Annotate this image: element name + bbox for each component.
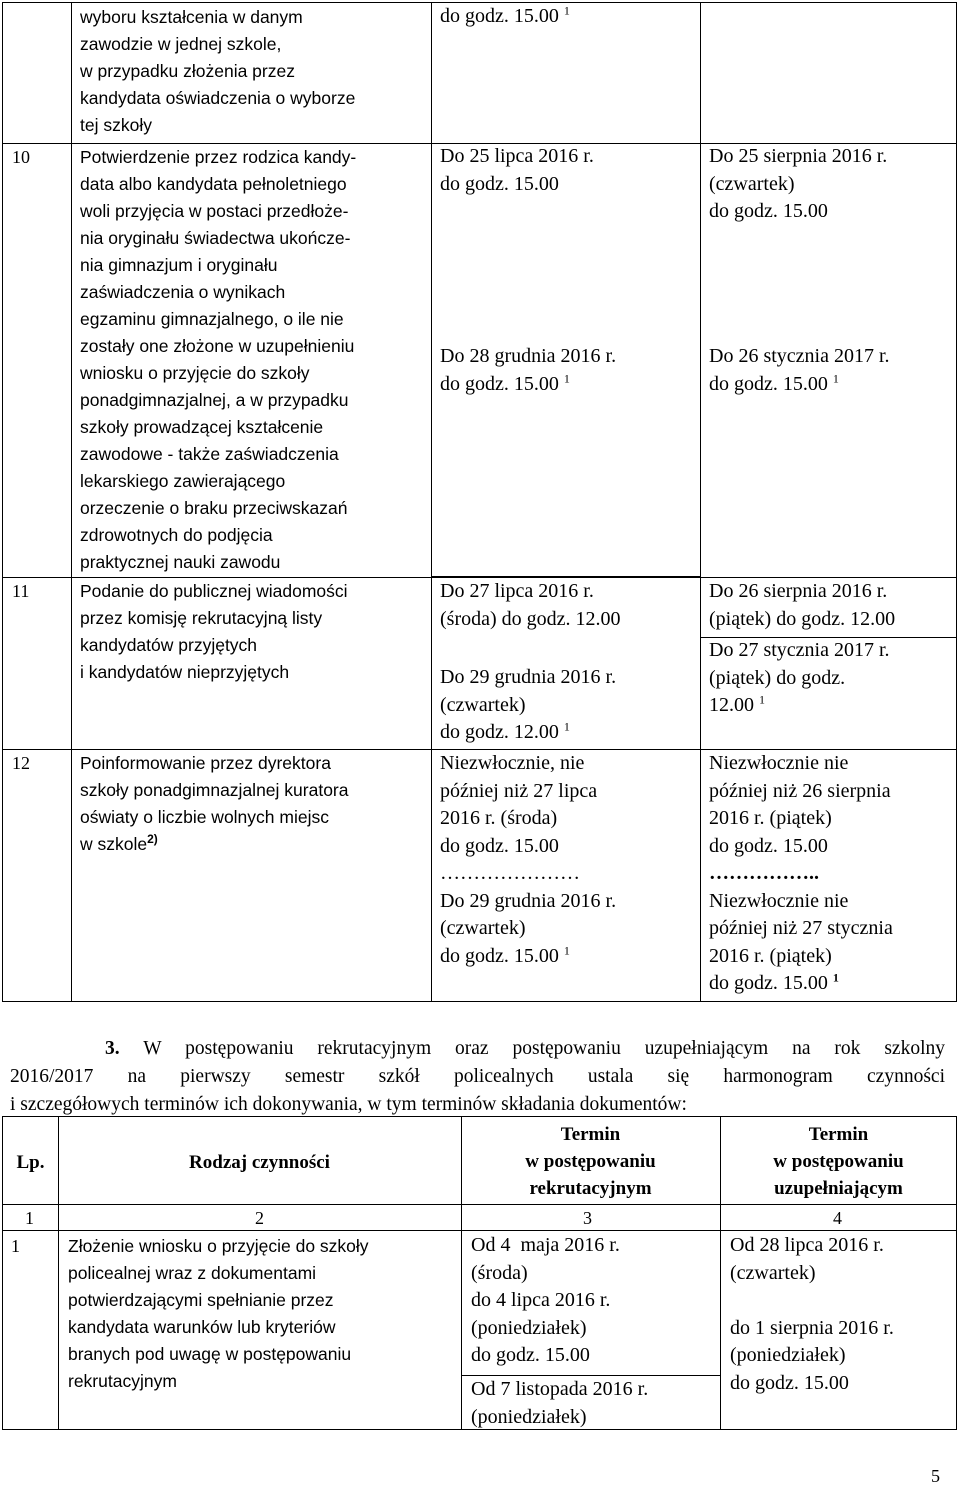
supplementary-deadline-cell [709,143,887,226]
deadline-line: później niż 27 stycznia [709,917,893,939]
deadline-line: (piątek) do godz. [709,666,846,689]
deadline-line: (czwartek) [440,917,526,939]
activity-cell [68,1233,458,1395]
section-3-line-1 [10,1035,945,1063]
dotted-separator: ………………… [440,862,580,884]
deadline-line: Do 28 grudnia 2016 r. [440,345,617,367]
deadline-line: Do 25 lipca 2016 r. [440,145,594,167]
deadline-line: 2016 r. (piątek) [709,944,832,967]
header-line: Termin [808,1124,869,1145]
header-recruitment-deadline [461,1121,720,1202]
header-line: w postępowaniu [773,1151,904,1172]
deadline-line: Od 28 lipca 2016 r. [730,1234,884,1256]
header-line: w postępowaniu [525,1151,656,1172]
supplementary-deadline-cell [730,1232,894,1397]
activity-cell [80,4,425,139]
column-number: 2 [255,1208,264,1228]
activity-line: data albo kandydata pełnoletniego [80,174,347,194]
deadline-line: Niezwłocznie, nie [440,752,585,774]
activity-line: rekrutacyjnym [68,1371,177,1391]
activity-line: woli przyjęcia w postaci przedłoże- [80,201,349,221]
footnote-ref: 1 [563,942,570,957]
paragraph-text: W postępowaniu rekrutacyjnym oraz postępowaniu uzupełniającym na rok szkolny [143,1038,946,1059]
recruitment-deadline-cell [471,1376,648,1431]
header-activity-type: Rodzaj czynności [189,1152,330,1173]
column-divider [71,3,72,1001]
activity-line: policealnej wraz z dokumentami [68,1263,317,1283]
deadline-line: później niż 27 lipca [440,779,598,802]
column-divider [700,3,701,1001]
footnote-ref: 1 [563,370,570,385]
deadline-line: Niezwłocznie nie [709,752,849,774]
activity-line: ponadgimnazjalnej, a w przypadku [80,390,349,410]
supplementary-deadline-cell [709,578,895,633]
activity-line: zawodowe - także zaświadczenia [80,444,339,464]
header-line: uzupełniającym [774,1178,903,1199]
activity-line: nia gimnazjum i oryginału [80,255,278,275]
supplementary-deadline-cell [709,343,890,398]
deadline-line: (piątek) do godz. 12.00 [709,607,896,630]
recruitment-deadline-cell [440,3,570,31]
column-number: 3 [583,1208,592,1228]
deadline-line: Do 25 sierpnia 2016 r. [709,145,888,167]
recruitment-deadline-cell [440,578,621,633]
deadline-time: do godz. 15.00 [440,372,559,395]
schedule-table-post-secondary [2,1116,957,1430]
deadline-line: do godz. 15.00 [440,834,559,857]
deadline-line: Do 26 stycznia 2017 r. [709,345,890,367]
activity-line: oświaty o liczbie wolnych miejsc [80,807,329,827]
activity-line: wniosku o przyjęcie do szkoły [80,363,310,383]
activity-line: Złożenie wniosku o przyjęcie do szkoły [68,1236,369,1256]
activity-line: Podanie do publicznej wiadomości [80,581,348,601]
row-number: 11 [12,581,30,601]
activity-line: potwierdzającymi spełnianie przez [68,1290,334,1310]
deadline-line: (środa) do godz. 12.00 [440,607,621,630]
activity-line: orzeczenie o braku przeciwskazań [80,498,348,518]
deadline-line: do godz. 15.00 [730,1371,849,1394]
deadline-time: 12.00 [709,694,754,716]
row-divider [3,1204,956,1205]
footnote-ref: 1 [563,719,570,734]
deadline-time: do godz. 12.00 [440,721,559,743]
activity-line: wyboru kształcenia w danym [80,7,303,27]
activity-line: lekarskiego zawierającego [80,471,286,491]
deadline-line: (czwartek) [440,693,526,716]
row-number: 10 [12,147,30,167]
deadline-line: Do 27 lipca 2016 r. [440,580,594,602]
header-line: Termin [560,1124,621,1145]
deadline-line: Do 29 grudnia 2016 r. [440,666,617,688]
activity-line: zdrowotnych do podjęcia [80,525,273,545]
row-number: 1 [11,1236,20,1256]
recruitment-deadline-cell [440,343,616,398]
activity-line: kandydata warunków lub kryteriów [68,1317,336,1337]
activity-line: szkoły ponadgimnazjalnej kuratora [80,780,349,800]
activity-line: kandydata oświadczenia o wyborze [80,88,356,108]
section-3-line-2: 2016/2017 na pierwszy semestr szkół policealnych ustala się harmonogram czynności [10,1066,945,1087]
footnote-ref: 1 [832,370,839,385]
deadline-line: 2016 r. (piątek) [709,807,832,829]
activity-line: branych pod uwagę w postępowaniu [68,1344,352,1364]
activity-line: Poinformowanie przez dyrektora [80,753,331,773]
column-number: 4 [833,1208,842,1228]
supplementary-deadline-cell [709,637,890,720]
activity-line: szkoły prowadzącej kształcenie [80,417,324,437]
deadline-line: Do 26 sierpnia 2016 r. [709,580,888,602]
footnote-ref: 1 [832,970,839,985]
deadline-line: do godz. 15.00 [709,200,828,222]
activity-line: zawodzie w jednej szkole, [80,34,282,54]
deadline-line: Do 29 grudnia 2016 r. [440,889,617,912]
row-divider [3,1230,956,1231]
header-supplementary-deadline [720,1121,957,1202]
header-lp: Lp. [16,1152,45,1173]
deadline-line: do 4 lipca 2016 r. [471,1289,611,1311]
column-number: 1 [25,1208,34,1228]
deadline-line: do godz. 15.00 [440,172,559,195]
deadline-line: do godz. 15.00 [471,1344,590,1366]
activity-line: przez komisję rekrutacyjną listy [80,608,323,628]
recruitment-deadline-cell [440,143,594,198]
deadline-time: do godz. 15.00 [709,372,828,395]
deadline-line [730,1287,894,1315]
section-number: 3. [105,1038,120,1059]
row-number: 12 [12,753,30,773]
recruitment-deadline-cell [471,1232,620,1370]
dotted-separator: …………….. [709,862,819,884]
header-line: rekrutacyjnym [529,1178,652,1199]
deadline-time: do godz. 15.00 [440,944,559,967]
section-3-line-3: i szczegółowych terminów ich dokonywania, w tym terminów składania dokumentów: [10,1094,687,1115]
supplementary-deadline-cell [709,750,893,998]
activity-line: kandydatów przyjętych [80,635,258,655]
footnote-ref: 1 [759,692,765,707]
footnote-ref: 2) [147,832,158,847]
deadline-line: (środa) [471,1261,528,1284]
deadline-line: (poniedziałek) [471,1405,587,1428]
deadline-time: do godz. 15.00 [440,5,559,27]
deadline-line: Od 4 maja 2016 r. [471,1234,620,1256]
activity-line: w przypadku złożenia przez [80,61,295,81]
activity-line: tej szkoły [80,115,152,135]
activity-line: praktycznej nauki zawodu [80,552,281,572]
deadline-line: Niezwłocznie nie [709,889,849,912]
activity-line: i kandydatów nieprzyjętych [80,662,290,682]
page-number: 5 [931,1466,940,1486]
recruitment-deadline-cell [440,750,616,970]
deadline-line: (czwartek) [709,172,795,195]
deadline-line: Do 27 stycznia 2017 r. [709,639,890,661]
activity-cell [80,578,425,686]
activity-cell [80,144,425,576]
activity-line: w szkole [80,834,148,854]
deadline-line: (poniedziałek) [471,1316,587,1339]
row-divider [431,576,701,577]
deadline-time: do godz. 15.00 [709,972,828,994]
activity-cell [80,750,425,858]
deadline-line: do 1 sierpnia 2016 r. [730,1316,894,1339]
deadline-line: (poniedziałek) [730,1344,846,1366]
deadline-line: (czwartek) [730,1261,816,1284]
activity-line: zaświadczenia o wynikach [80,282,286,302]
column-divider [431,3,432,1001]
deadline-line: do godz. 15.00 [709,834,828,857]
footnote-ref: 1 [563,3,570,18]
recruitment-deadline-cell [440,664,616,747]
deadline-line: Od 7 listopada 2016 r. [471,1378,649,1400]
activity-line: egzaminu gimnazjalnego, o ile nie [80,309,344,329]
activity-line: nia oryginału świadectwa ukończe- [80,228,351,248]
activity-line: zostały one złożone w uzupełnieniu [80,336,355,356]
deadline-line: 2016 r. (środa) [440,807,558,829]
deadline-line: później niż 26 sierpnia [709,779,891,802]
activity-line: Potwierdzenie przez rodzica kandy- [80,147,357,167]
